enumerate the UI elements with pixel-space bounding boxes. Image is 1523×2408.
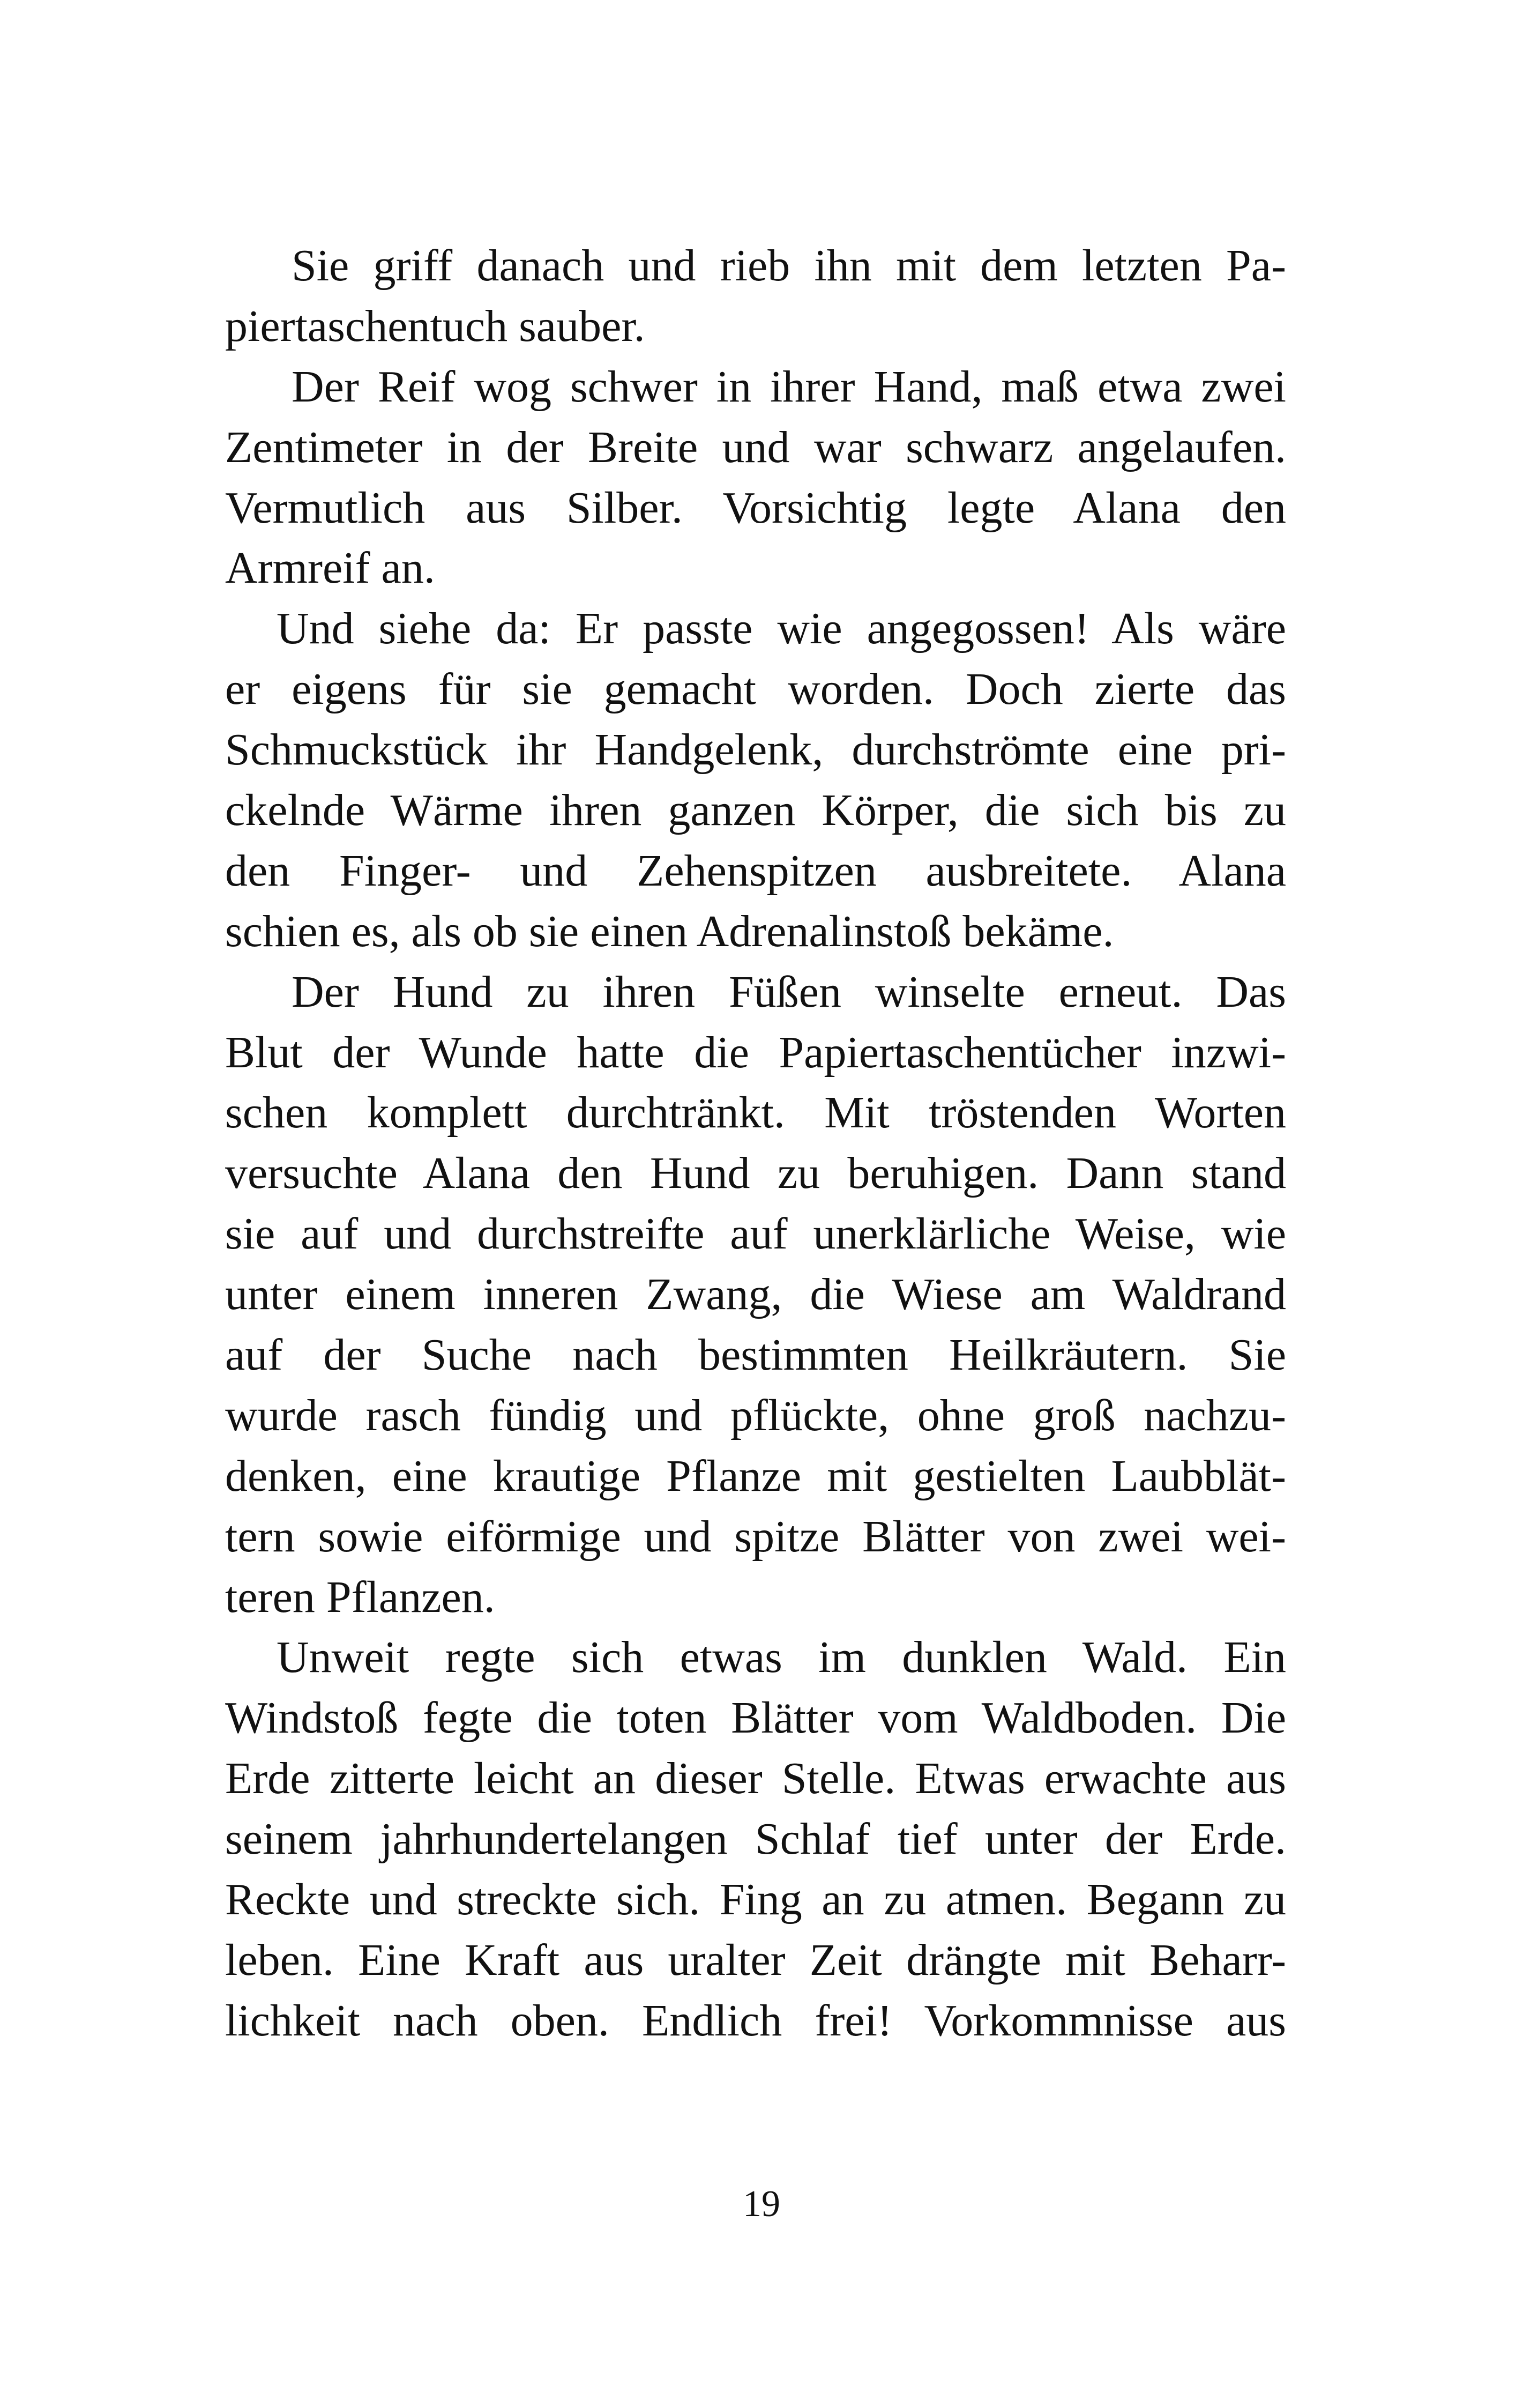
paragraph (225, 962, 1286, 1628)
text-line: den Finger- und Zehenspitzen ausbreitete. Alana (225, 845, 1286, 896)
paragraph (225, 357, 1286, 599)
text-line: ckelnde Wärme ihren ganzen Körper, die sich bis zu (225, 785, 1286, 836)
text-line: seinem jahrhundertelangen Schlaf tief unter der Erde. (225, 1814, 1286, 1864)
text-line: schien es, als ob sie einen Adrenalinstoß bekäme. (225, 906, 1114, 956)
text-line: Der Reif wog schwer in ihrer Hand, maß etwa zwei (292, 361, 1286, 412)
text-line: Armreif an. (225, 543, 435, 593)
text-line: Schmuckstück ihr Handgelenk, durchströmte eine pri- (225, 725, 1286, 775)
text-line: Windstoß fegte die toten Blätter vom Waldboden. Die (225, 1693, 1286, 1743)
text-line: Reckte und streckte sich. Fing an zu atmen. Begann zu (225, 1875, 1286, 1925)
text-line: er eigens für sie gemacht worden. Doch zierte das (225, 664, 1286, 715)
text-line: Vermutlich aus Silber. Vorsichtig legte Alana den (225, 482, 1286, 533)
text-line: Zentimeter in der Breite und war schwarz angelaufen. (225, 422, 1286, 472)
text-line: auf der Suche nach bestimmten Heilkräutern. Sie (225, 1330, 1286, 1380)
body-text (225, 236, 1286, 2052)
text-line: unter einem inneren Zwang, die Wiese am Waldrand (225, 1269, 1286, 1320)
text-line: Unweit regte sich etwas im dunklen Wald. Ein (277, 1632, 1286, 1683)
text-line: wurde rasch fündig und pflückte, ohne groß nachzu- (225, 1390, 1286, 1440)
text-line: denken, eine krautige Pflanze mit gestielten Laubblät- (225, 1451, 1286, 1501)
text-line: lichkeit nach oben. Endlich frei! Vorkommnisse aus (225, 1995, 1286, 2046)
text-line: schen komplett durchtränkt. Mit tröstenden Worten (225, 1088, 1286, 1138)
text-line: teren Pflanzen. (225, 1572, 495, 1622)
text-line: tern sowie eiförmige und spitze Blätter von zwei wei- (225, 1511, 1286, 1562)
paragraph (225, 599, 1286, 962)
text-line: Sie griff danach und rieb ihn mit dem letzten Pa- (292, 241, 1286, 291)
paragraph (225, 236, 1286, 357)
text-line: Der Hund zu ihren Füßen winselte erneut. Das (292, 967, 1286, 1017)
text-line: Und siehe da: Er passte wie angegossen! Als wäre (277, 604, 1286, 654)
text-line: sie auf und durchstreifte auf unerklärliche Weise, wie (225, 1209, 1286, 1259)
text-line: versuchte Alana den Hund zu beruhigen. Dann stand (225, 1148, 1286, 1199)
text-line: piertaschentuch sauber. (225, 301, 645, 351)
paragraph (225, 1627, 1286, 2051)
text-line: Blut der Wunde hatte die Papiertaschentücher inzwi- (225, 1027, 1286, 1077)
text-line: leben. Eine Kraft aus uralter Zeit drängte mit Beharr- (225, 1935, 1286, 1985)
text-line: Erde zitterte leicht an dieser Stelle. Etwas erwachte aus (225, 1753, 1286, 1804)
page-number: 19 (743, 2183, 780, 2225)
